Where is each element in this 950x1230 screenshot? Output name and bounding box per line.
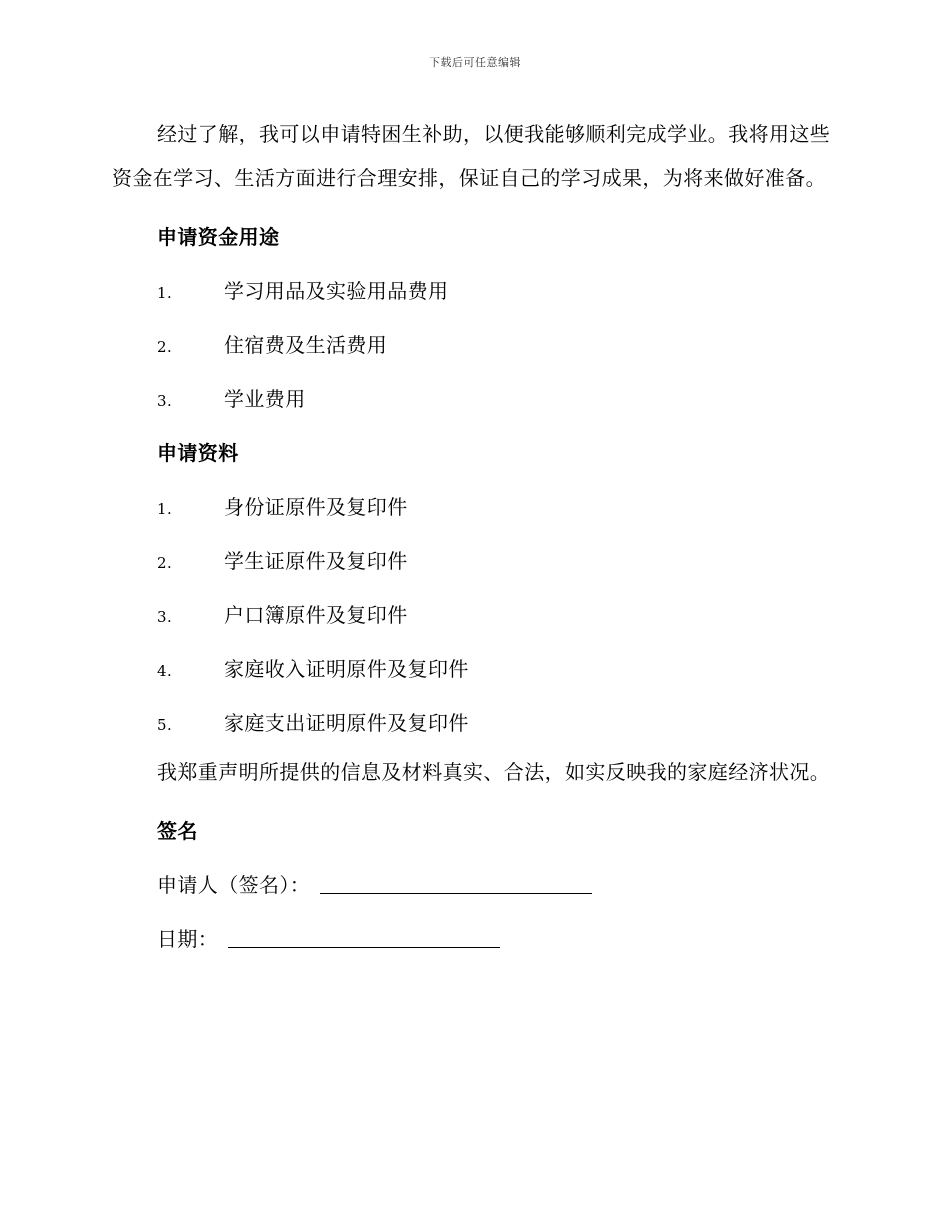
list-item <box>112 372 832 426</box>
applicant-signature-label: 申请人（签名）： <box>157 873 311 897</box>
usage-list <box>112 264 832 426</box>
header-note: 下载后可任意编辑 <box>429 56 521 69</box>
list-text: 学生证原件及复印件 <box>224 549 408 573</box>
materials-list <box>112 480 832 750</box>
materials-heading: 申请资料 <box>157 441 239 465</box>
list-item <box>112 696 832 750</box>
declaration-paragraph: 我郑重声明所提供的信息及材料真实、合法，如实反映我的家庭经济状况。 <box>157 760 831 784</box>
list-text: 身份证原件及复印件 <box>224 495 408 519</box>
list-text: 学业费用 <box>224 387 306 411</box>
date-line <box>112 912 832 966</box>
list-text: 学习用品及实验用品费用 <box>224 279 449 303</box>
applicant-signature-line <box>112 858 832 912</box>
applicant-signature-blank[interactable] <box>320 873 592 894</box>
list-text: 户口簿原件及复印件 <box>224 603 408 627</box>
usage-heading: 申请资金用途 <box>157 225 280 249</box>
signature-heading: 签名 <box>157 819 198 843</box>
list-text: 家庭收入证明原件及复印件 <box>224 657 469 681</box>
list-item <box>112 534 832 588</box>
list-number: 4. <box>157 662 173 680</box>
list-number: 1. <box>157 284 173 302</box>
list-number: 5. <box>157 716 173 734</box>
list-number: 3. <box>157 392 173 410</box>
list-text: 住宿费及生活费用 <box>224 333 388 357</box>
intro-paragraph: 经过了解，我可以申请特困生补助，以便我能够顺利完成学业。我将用这些资金在学习、生活方面进行合理安排，保证自己的学习成果，为将来做好准备。 <box>112 122 831 190</box>
list-item <box>112 480 832 534</box>
list-number: 1. <box>157 500 173 518</box>
list-item <box>112 318 832 372</box>
list-item <box>112 642 832 696</box>
list-item <box>112 264 832 318</box>
list-text: 家庭支出证明原件及复印件 <box>224 711 469 735</box>
document-body <box>112 112 832 966</box>
list-item <box>112 588 832 642</box>
date-label: 日期： <box>157 927 219 951</box>
list-number: 2. <box>157 554 173 572</box>
date-blank[interactable] <box>228 927 500 948</box>
list-number: 3. <box>157 608 173 626</box>
list-number: 2. <box>157 338 173 356</box>
